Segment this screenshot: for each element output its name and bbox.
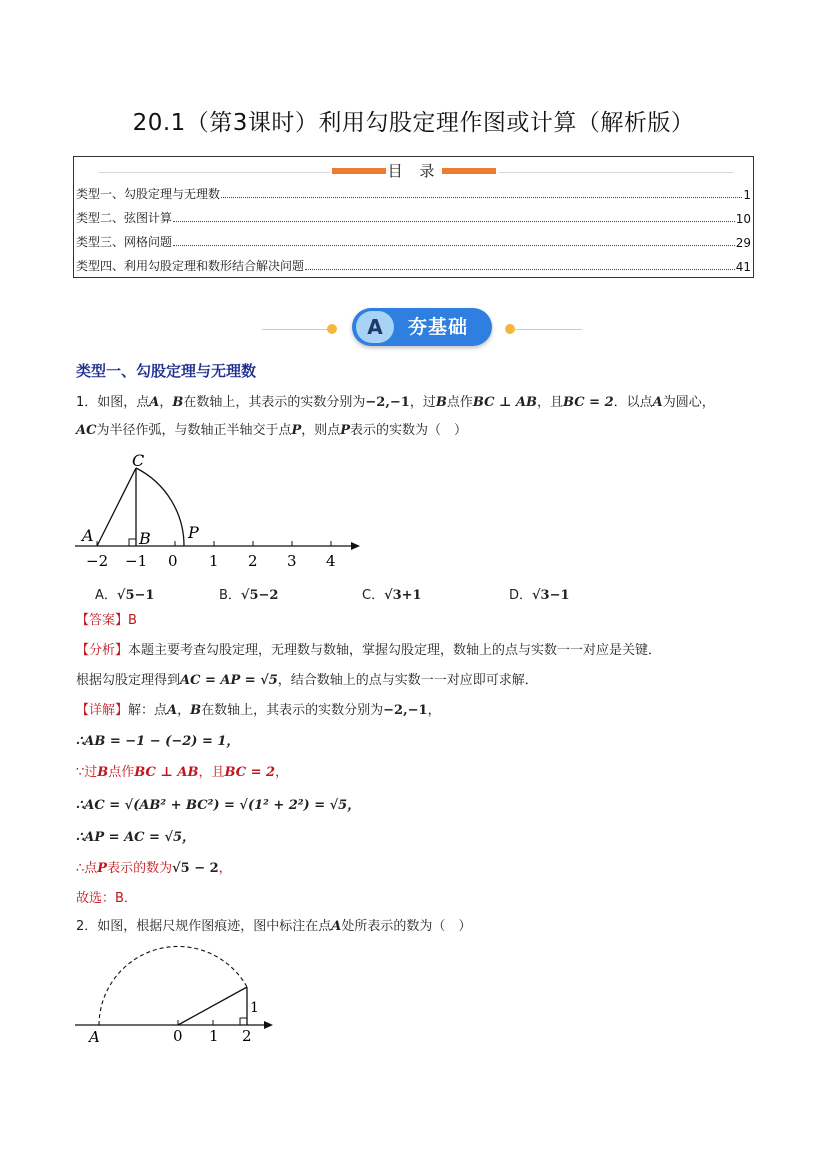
math-var: A	[167, 703, 178, 718]
math-var: P	[97, 861, 108, 876]
right-angle-mark	[129, 539, 136, 546]
option-value: √5−2	[240, 588, 279, 603]
text: ，	[427, 703, 441, 718]
text: 处所表示的数为（ ）	[341, 919, 472, 934]
answer-value: B	[128, 613, 137, 628]
table-of-contents	[73, 156, 754, 278]
label-b: B	[139, 529, 151, 548]
analysis-line2	[76, 672, 538, 690]
text: ，且	[537, 395, 564, 410]
step-2	[76, 764, 288, 782]
toc-accent-bar	[332, 168, 386, 174]
text: 为半径作弧，与数轴正半轴交于点	[96, 423, 292, 438]
text: 点作	[108, 765, 135, 780]
toc-item-label: 类型三、网格问题	[76, 235, 173, 249]
text: ，	[159, 395, 173, 410]
text: 本题主要考查勾股定理，无理数与数轴，掌握勾股定理，数轴上的点与实数一一对应是关键．	[128, 643, 662, 658]
answer-tag: 【答案】	[76, 613, 129, 628]
answer-line	[76, 612, 137, 630]
toc-leader	[305, 269, 735, 270]
text: 2．如图，根据尺规作图痕迹，图中标注在点	[76, 919, 332, 934]
text: 在数轴上，其表示的实数分别为	[201, 703, 384, 718]
tick-label: 0	[173, 1027, 183, 1045]
math-expr: BC ⊥ AB	[134, 765, 199, 780]
text: ，	[177, 703, 191, 718]
dashed-arc	[99, 946, 247, 1025]
text: ，	[218, 861, 232, 876]
label-one: 1	[250, 1000, 259, 1016]
page-title: 20.1（第3课时）利用勾股定理作图或计算（解析版）	[132, 110, 695, 136]
segment-ac	[97, 468, 136, 546]
math-var: B	[172, 395, 184, 410]
toc-leader	[221, 197, 742, 198]
option-key: B．	[219, 588, 241, 603]
step-1: ∴AB = −1 − (−2) = 1，	[76, 734, 240, 749]
math-var: P	[340, 423, 351, 438]
tick-label: −2	[86, 552, 109, 570]
math-expr: −2,−1	[383, 703, 428, 718]
text: 在数轴上，其表示的实数分别为	[183, 395, 366, 410]
toc-item-label: 类型二、弦图计算	[76, 211, 173, 225]
label-p: P	[188, 523, 199, 542]
toc-item-page: 1	[743, 188, 751, 202]
text: ，过	[409, 395, 436, 410]
text: 点作	[446, 395, 473, 410]
math-expr: BC = 2	[224, 765, 276, 780]
tick-label: 0	[168, 552, 178, 570]
math-var: A	[331, 919, 342, 934]
option-value: √5−1	[116, 588, 155, 603]
text: 1．如图，点	[76, 395, 150, 410]
toc-divider	[98, 172, 330, 173]
text: 表示的实数为（ ）	[350, 423, 468, 438]
toc-item-page: 41	[735, 260, 751, 274]
tick-label: 4	[326, 552, 336, 570]
text: 根据勾股定理得到	[76, 673, 181, 688]
analysis-line1	[76, 642, 661, 660]
math-var: B	[97, 765, 109, 780]
section-heading: 类型一、勾股定理与无理数	[76, 362, 257, 380]
text: ，结合数轴上的点与实数一一对应即可求解．	[277, 673, 538, 688]
option-key: A．	[95, 588, 117, 603]
math-expr: √5 − 2	[172, 861, 219, 876]
text: ，	[275, 765, 289, 780]
tick-label: −1	[125, 552, 148, 570]
text: 表示的数为	[107, 861, 173, 876]
detail-tag: 【详解】	[76, 703, 129, 718]
text: ，且	[198, 765, 225, 780]
tick-label: 2	[242, 1027, 252, 1045]
conclusion: 故选：B．	[76, 891, 137, 906]
text: ，则点	[301, 423, 341, 438]
analysis-tag: 【分析】	[76, 643, 129, 658]
q1-figure	[70, 448, 370, 578]
math-var: B	[190, 703, 202, 718]
math-expr: BC = 2	[563, 395, 614, 410]
toc-item-page: 10	[735, 212, 751, 226]
math-expr: AC = AP = √5	[180, 673, 278, 688]
toc-item[interactable]	[76, 208, 751, 226]
math-var: AC	[76, 423, 97, 438]
math-expr: −2,−1	[365, 395, 410, 410]
toc-item[interactable]	[76, 256, 751, 274]
banner-line	[262, 329, 332, 330]
q2-text	[76, 918, 471, 936]
tick-label: 3	[287, 552, 297, 570]
q2-figure	[70, 945, 285, 1050]
toc-item[interactable]	[76, 232, 751, 250]
step-5	[76, 860, 232, 878]
tick-label: 1	[209, 552, 219, 570]
step-3: ∴AC = √(AB² + BC²) = √(1² + 2²) = √5，	[76, 798, 361, 813]
option-key: D．	[509, 588, 533, 603]
toc-item-label: 类型一、勾股定理与无理数	[76, 187, 221, 201]
math-var: B	[435, 395, 447, 410]
axis-arrow	[264, 1021, 273, 1029]
math-var: P	[291, 423, 302, 438]
text: ．以点	[613, 395, 653, 410]
tick-label: 1	[209, 1027, 219, 1045]
math-var: A	[149, 395, 160, 410]
option-value: √3−1	[532, 588, 570, 603]
toc-item-page: 29	[735, 236, 751, 250]
badge-text: 夯基础	[408, 316, 469, 338]
badge-letter: A	[356, 311, 394, 343]
option-key: C．	[362, 588, 385, 603]
label-c: C	[132, 451, 145, 470]
text: ∴点	[76, 861, 98, 876]
banner-line	[512, 329, 582, 330]
toc-title: 目 录	[387, 162, 441, 180]
q1-line2	[76, 422, 467, 440]
q1-line1	[76, 394, 715, 412]
toc-item-label: 类型四、利用勾股定理和数形结合解决问题	[76, 259, 305, 273]
toc-header	[74, 159, 753, 181]
right-angle-mark	[240, 1018, 247, 1025]
tick-label: 2	[248, 552, 258, 570]
banner-dot	[327, 324, 337, 334]
label-a: A	[89, 1028, 100, 1046]
toc-leader	[173, 245, 735, 246]
option-a[interactable]	[95, 584, 154, 603]
math-var: A	[652, 395, 663, 410]
option-d[interactable]	[509, 584, 570, 603]
math-expr: BC ⊥ AB	[472, 395, 538, 410]
text: ∵过	[76, 765, 98, 780]
option-b[interactable]	[219, 584, 278, 603]
detail-line1	[76, 702, 441, 720]
option-c[interactable]	[362, 584, 422, 603]
option-value: √3+1	[384, 588, 422, 603]
axis-arrow	[351, 542, 360, 550]
section-badge	[352, 308, 492, 346]
toc-accent-bar	[442, 168, 496, 174]
hypotenuse	[178, 987, 247, 1025]
text: 解：点	[128, 703, 168, 718]
label-a: A	[82, 526, 94, 545]
toc-divider	[498, 172, 734, 173]
toc-leader	[173, 221, 735, 222]
text: 为圆心，	[662, 395, 715, 410]
step-4: ∴AP = AC = √5，	[76, 830, 196, 845]
toc-item[interactable]	[76, 184, 751, 202]
